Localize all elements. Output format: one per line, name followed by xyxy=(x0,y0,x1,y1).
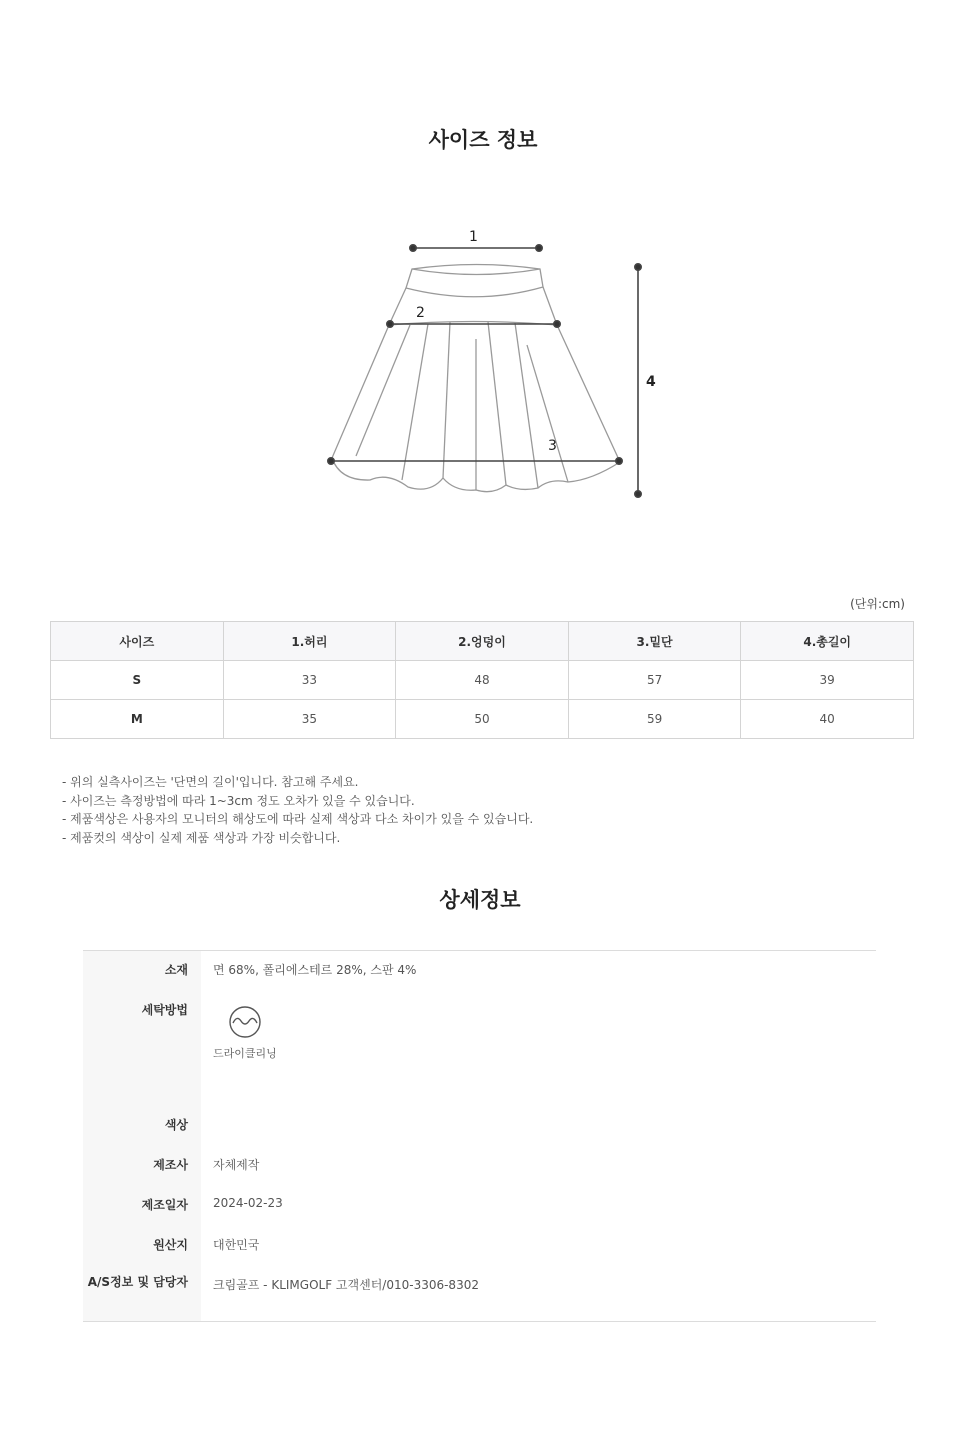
wash-method-box xyxy=(213,1005,277,1061)
value-cell: 33 xyxy=(223,661,396,700)
material-label: 소재 xyxy=(83,951,201,991)
size-cell: S xyxy=(51,661,224,700)
color-label: 색상 xyxy=(83,1106,201,1146)
value-cell: 39 xyxy=(741,661,914,700)
note-item: - 사이즈는 측정방법에 따라 1~3cm 정도 오차가 있을 수 있습니다. xyxy=(62,793,415,808)
material-value: 면 68%, 폴리에스테르 28%, 스판 4% xyxy=(213,963,417,977)
header-waist: 1.허리 xyxy=(223,622,396,661)
detail-row-as xyxy=(83,1266,876,1322)
note-item: - 제품컷의 색상이 실제 제품 색상과 가장 비슷합니다. xyxy=(62,830,341,845)
color-value xyxy=(201,1106,876,1146)
date-value: 2024-02-23 xyxy=(213,1195,283,1210)
detail-table xyxy=(83,950,876,1322)
wash-method-label: 드라이클리닝 xyxy=(213,1046,277,1060)
skirt-outline xyxy=(332,265,620,492)
skirt-size-diagram xyxy=(320,222,660,512)
wash-label: 세탁방법 xyxy=(83,991,201,1106)
maker-label: 제조사 xyxy=(83,1146,201,1186)
size-table-header-row xyxy=(51,622,914,661)
value-cell: 40 xyxy=(741,700,914,739)
header-hem: 3.밑단 xyxy=(568,622,741,661)
wash-value xyxy=(201,991,876,1106)
value-cell: 48 xyxy=(396,661,569,700)
header-hip: 2.엉덩이 xyxy=(396,622,569,661)
size-notes xyxy=(62,773,533,847)
dry-clean-icon xyxy=(228,1005,262,1039)
size-info-title: 사이즈 정보 xyxy=(428,128,538,152)
detail-row-color xyxy=(83,1106,876,1146)
detail-row-date xyxy=(83,1186,876,1226)
origin-value: 대한민국 xyxy=(213,1237,260,1252)
value-cell: 35 xyxy=(223,700,396,739)
value-cell: 57 xyxy=(568,661,741,700)
origin-label: 원산지 xyxy=(83,1226,201,1266)
size-table xyxy=(50,621,914,739)
header-size: 사이즈 xyxy=(51,622,224,661)
measurement-lines xyxy=(328,245,641,497)
size-cell: M xyxy=(51,700,224,739)
detail-info-title: 상세정보 xyxy=(439,888,521,912)
label-2: 2 xyxy=(416,305,425,321)
detail-row-wash xyxy=(83,991,876,1106)
value-cell: 50 xyxy=(396,700,569,739)
table-row xyxy=(51,700,914,739)
label-4: 4 xyxy=(646,374,656,390)
unit-label: (단위:cm) xyxy=(850,597,905,611)
note-item: - 위의 실측사이즈는 '단면의 길이'입니다. 참고해 주세요. xyxy=(62,775,359,789)
label-1: 1 xyxy=(469,229,478,245)
as-label: A/S정보 및 담당자 xyxy=(83,1266,201,1322)
value-cell: 59 xyxy=(568,700,741,739)
detail-row-material xyxy=(83,951,876,991)
date-label: 제조일자 xyxy=(83,1186,201,1226)
note-item: - 제품색상은 사용자의 모니터의 해상도에 따라 실제 색상과 다소 차이가 있을 수 있습니다. xyxy=(62,812,534,827)
header-total-length: 4.총길이 xyxy=(741,622,914,661)
detail-row-origin xyxy=(83,1226,876,1266)
maker-value: 자체제작 xyxy=(213,1157,260,1172)
as-value: 크림골프 - KLIMGOLF 고객센터/010-3306-8302 xyxy=(213,1277,479,1292)
detail-row-maker xyxy=(83,1146,876,1186)
label-3: 3 xyxy=(548,438,557,454)
table-row xyxy=(51,661,914,700)
